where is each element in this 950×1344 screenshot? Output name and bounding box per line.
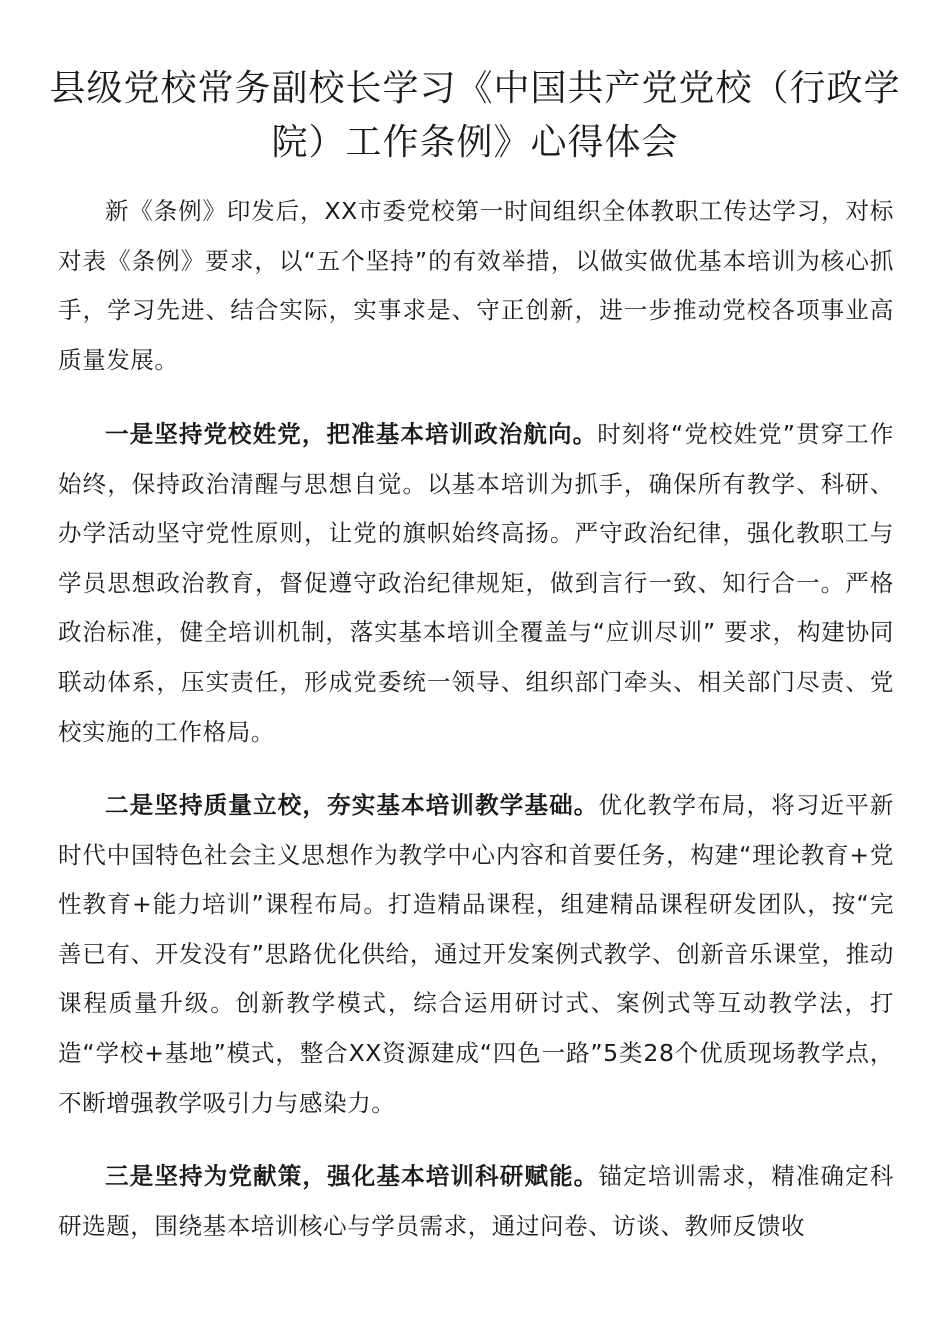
document-title: 县级党校常务副校长学习《中国共产党党校（行政学院）工作条例》心得体会 [49, 68, 901, 163]
section-body-three: 锚定培训需求，精准确定科研选题，围绕基本培训核心与学员需求，通过问卷、访谈、教师反馈收 [58, 1162, 894, 1240]
section-paragraph-two [58, 781, 894, 1128]
section-paragraph-one [58, 410, 894, 757]
section-heading-three: 三是坚持为党献策，强化基本培训科研赋能。 [105, 1162, 599, 1190]
intro-paragraph: 新《条例》印发后，XX市委党校第一时间组织全体教职工传达学习，对标对表《条例》要求，以“五个坚持”的有效举措，以做实做优基本培训为核心抓手，学习先进、结合实际，实事求是、守正创新，进一步推动党校各项事业高质量发展。 [58, 197, 894, 374]
section-heading-two: 二是坚持质量立校，夯实基本培训教学基础。 [105, 791, 599, 819]
section-body-two: 优化教学布局，将习近平新时代中国特色社会主义思想作为教学中心内容和首要任务，构建“理论教育+党性教育+能力培训”课程布局。打造精品课程，组建精品课程研发团队，按“完善已有、开发没有”思路优化供给，通过开发案例式教学、创新音乐课堂，推动课程质量升级。创新教学模式，综合运用研讨式、案例式等互动教学法，打造“学校+基地”模式，整合XX资源建成“四色一路”5类28个优质现场教学点，不断增强教学吸引力与感染力。 [58, 791, 894, 1117]
section-paragraph-three [58, 1152, 894, 1251]
section-body-one: 时刻将“党校姓党”贯穿工作始终，保持政治清醒与思想自觉。以基本培训为抓手，确保所有教学、科研、办学活动坚守党性原则，让党的旗帜始终高扬。严守政治纪律，强化教职工与学员思想政治教育，督促遵守政治纪律规矩，做到言行一致、知行合一。严格政治标准，健全培训机制，落实基本培训全覆盖与“应训尽训” 要求，构建协同联动体系，压实责任，形成党委统一领导、组织部门牵头、相关部门尽责、党校实施的工作格局。 [58, 420, 894, 746]
section-heading-one: 一是坚持党校姓党，把准基本培训政治航向。 [105, 420, 598, 448]
